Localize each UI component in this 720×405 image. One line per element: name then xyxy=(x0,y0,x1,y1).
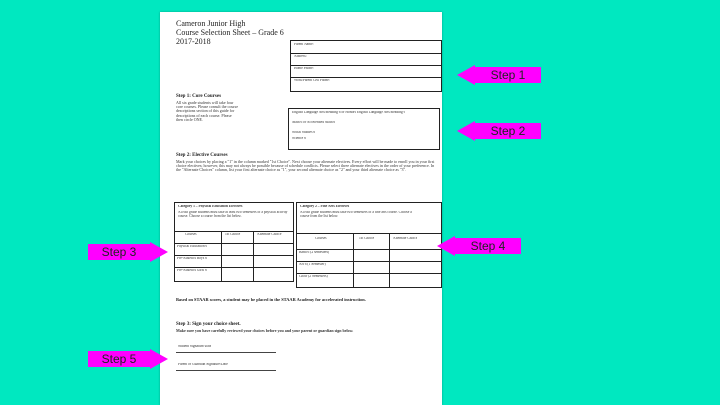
category1-row-boys: Pre-Athletics Boys 6 xyxy=(177,257,207,260)
core-courses-box xyxy=(288,108,440,150)
step2-text: Mark your choices by placing a "1" in the column marked "1st Choice". Next choose your alternate electives. Every effort will be made to enroll you in your first choice electives; however, this may not always be possible because of schedule conflicts. Please select three alternate electives in the order of your preference. In the "Alternate Choices" column, list your first alternate choice as "1", your second alternate choice as "2" and your third alternate choice as "3". xyxy=(176,159,435,173)
category2-header-courses: Courses xyxy=(315,237,327,240)
category1-pe-box xyxy=(174,202,294,282)
home-phone-field[interactable]: Home Phone: xyxy=(294,67,314,70)
step2-callout xyxy=(457,121,541,141)
category2-text: All 6th grade students must take two semesters of a fine arts course. Choose a course from the list below. xyxy=(300,211,412,218)
parent-name-field[interactable]: Parent Name: xyxy=(294,43,314,46)
category2-row-art: Art 6 (1 Semester) xyxy=(299,263,326,266)
category2-fine-arts-box xyxy=(296,202,442,288)
category1-header-first: 1st Choice xyxy=(225,233,241,236)
category1-header-courses: Courses xyxy=(185,233,197,236)
step5-callout-label: Step 5 xyxy=(88,351,150,367)
category2-title: Category 2 – Fine Arts Electives xyxy=(300,205,350,208)
staar-note: Based on STAAR scores, a student may be placed in the STAAR Academy for accelerated instruction. xyxy=(176,297,366,302)
step2-callout-label: Step 2 xyxy=(475,123,541,139)
doc-title-sheet: Course Selection Sheet – Grade 6 xyxy=(176,28,284,37)
left-arrow-icon xyxy=(457,121,475,141)
right-arrow-icon xyxy=(150,349,168,369)
category1-title: Category 1 – Physical Education Electives xyxy=(178,205,243,208)
student-signature-label: Student Signature/Date xyxy=(178,345,212,348)
step1-text: All six grade students will take four core courses. Please consult the course descriptions section of this guide for descriptions of each course. Please then circle ONE. xyxy=(176,100,238,122)
left-arrow-icon xyxy=(457,65,475,85)
step1-heading: Step 1: Core Courses xyxy=(176,94,222,99)
student-signature-line[interactable] xyxy=(176,352,276,353)
step3-text: Make sure you have carefully reviewed your choices before you and your parent or guardian sign below. xyxy=(176,328,354,333)
category2-header-alternate: Alternate Choice xyxy=(393,237,418,240)
core-line-social-studies: Social Studies 6 xyxy=(292,131,316,134)
address-field[interactable]: Address: xyxy=(294,55,307,58)
step5-callout xyxy=(88,349,168,369)
doc-title-school: Cameron Junior High xyxy=(176,19,246,28)
category1-text: All 6th grade students must take at least two semesters of a physical activity course. Choose a course from the list below. xyxy=(178,211,288,218)
core-line-math: Math 6 or Accelerated Math 6 xyxy=(292,121,336,124)
step4-callout xyxy=(437,236,521,256)
step1-callout xyxy=(457,65,541,85)
step3-callout-label: Step 3 xyxy=(88,244,150,260)
doc-title-year: 2017-2018 xyxy=(176,37,211,46)
parent-signature-line[interactable] xyxy=(176,370,276,371)
parent-signature-label: Parent or Guardian Signature/Date xyxy=(178,363,228,366)
step3-heading: Step 3: Sign your choice sheet. xyxy=(176,322,241,327)
category2-row-band: Band 6 (2 semesters) xyxy=(299,251,330,254)
step3-callout xyxy=(88,242,168,262)
work-phone-field[interactable]: Work/Parent Cell Phone: xyxy=(294,79,330,82)
step4-callout-label: Step 4 xyxy=(455,238,521,254)
category2-header-first: 1st Choice xyxy=(359,237,375,240)
category2-row-choir: Choir (2 Semesters) xyxy=(299,275,328,278)
left-arrow-icon xyxy=(437,236,455,256)
core-line-ela: English Language Arts/Reading 6 or Honors English Language Arts/Reading 6 xyxy=(292,111,406,114)
category1-row-girls: Pre-Athletics Girls 6 xyxy=(177,269,207,272)
core-line-science: Science 6 xyxy=(292,137,306,140)
category1-header-alternate: Alternate Choice xyxy=(257,233,282,236)
step1-callout-label: Step 1 xyxy=(475,67,541,83)
step2-heading: Step 2: Elective Courses xyxy=(176,153,228,158)
category1-row-pe: Physical Education 6 xyxy=(177,245,208,248)
course-selection-document xyxy=(160,12,442,405)
parent-info-box xyxy=(290,40,442,92)
right-arrow-icon xyxy=(150,242,168,262)
